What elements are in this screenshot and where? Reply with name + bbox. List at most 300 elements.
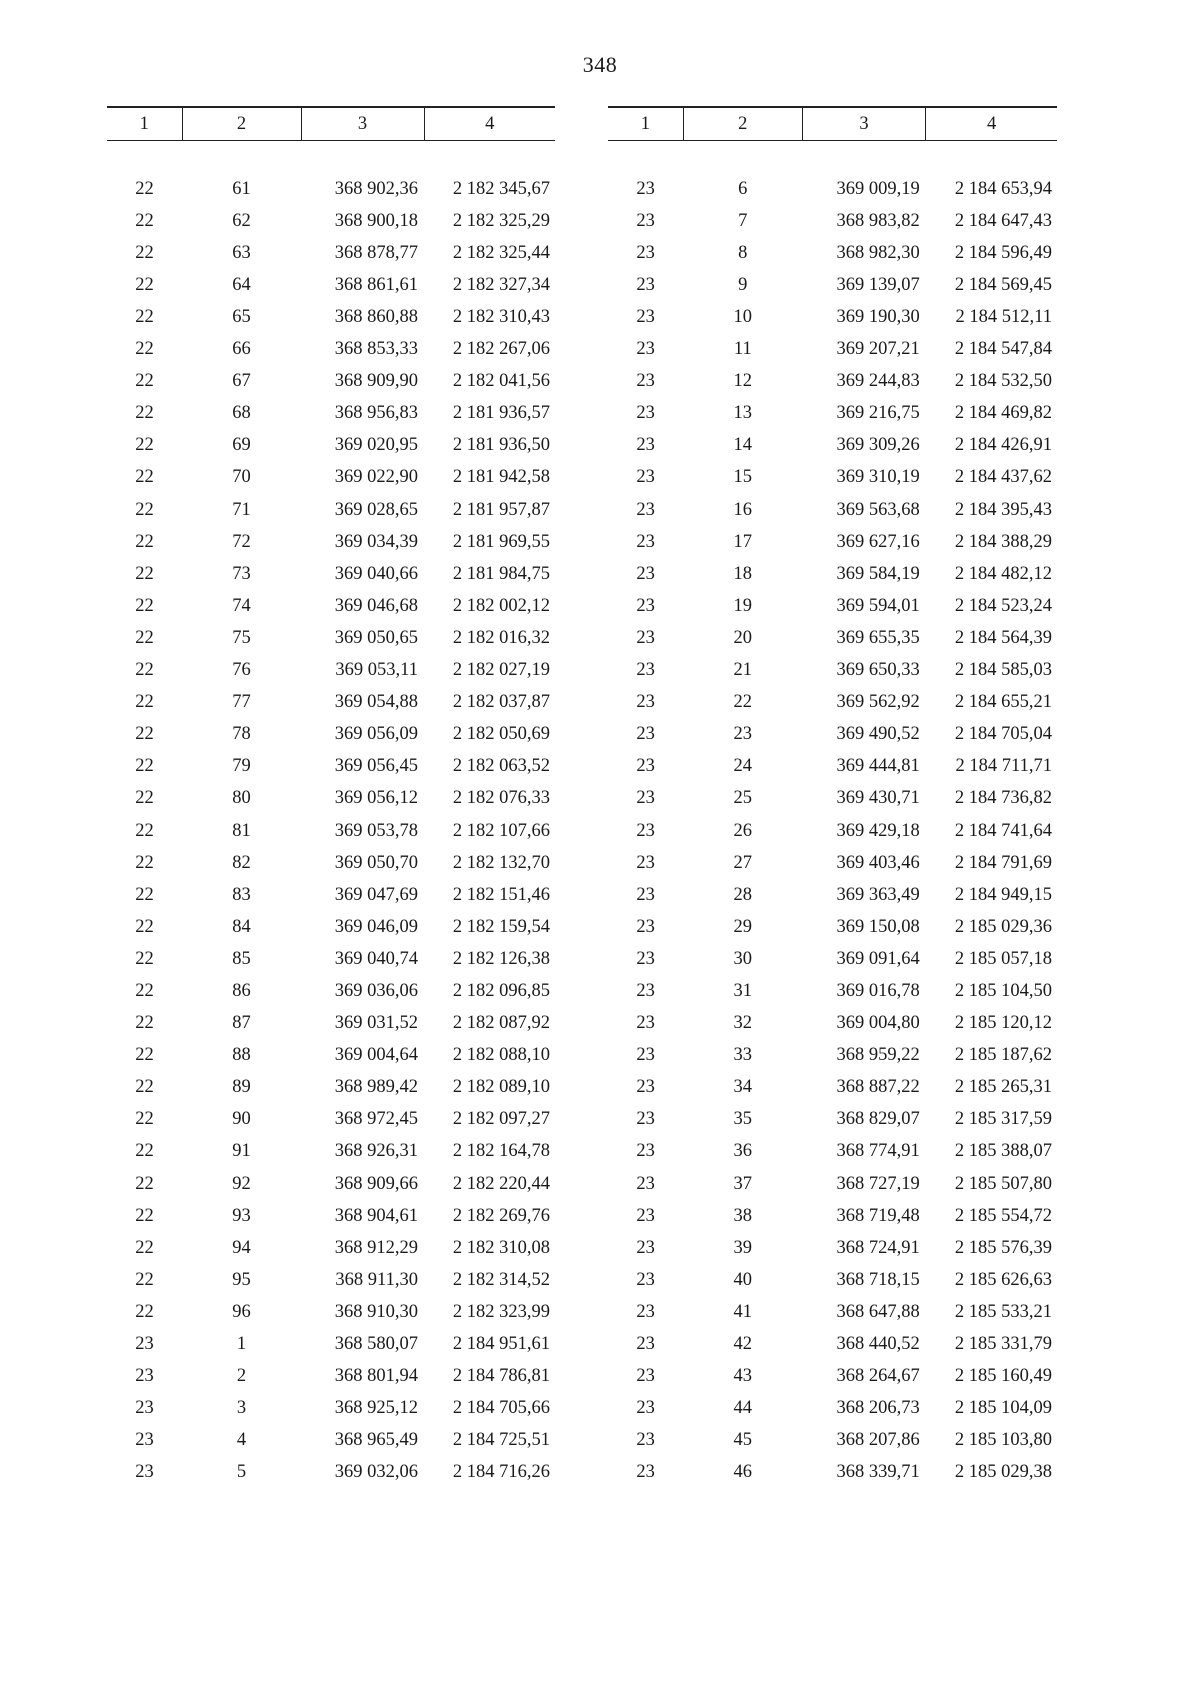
y-coordinate-cell: 2 184 426,91	[954, 435, 1052, 456]
table-row	[107, 237, 555, 269]
x-coordinate-cell: 368 647,88	[836, 1301, 920, 1322]
point-number-cell: 77	[232, 692, 251, 713]
y-coordinate-cell: 2 185 265,31	[954, 1077, 1052, 1098]
x-coordinate-cell: 368 580,07	[334, 1334, 418, 1355]
x-coordinate-cell: 369 034,39	[334, 531, 418, 552]
zone-number-cell: 22	[135, 210, 154, 231]
table-row	[608, 173, 1057, 205]
y-coordinate-cell: 2 184 469,82	[954, 403, 1052, 424]
zone-number-cell: 23	[636, 852, 655, 873]
point-number-cell: 42	[733, 1334, 753, 1355]
table-row	[107, 1264, 555, 1296]
zone-number-cell: 22	[135, 852, 154, 873]
table-row	[107, 1008, 555, 1040]
point-number-cell: 38	[733, 1205, 753, 1226]
zone-number-cell: 23	[636, 692, 655, 713]
y-coordinate-cell: 2 185 029,36	[954, 916, 1052, 937]
header-spacer-cell	[107, 141, 555, 174]
point-number-cell: 25	[733, 788, 753, 809]
zone-number-cell: 23	[636, 1109, 655, 1130]
y-coordinate-cell: 2 181 957,87	[452, 499, 550, 520]
table-row	[608, 1104, 1057, 1136]
zone-number-cell: 22	[135, 1077, 154, 1098]
y-coordinate-cell: 2 185 057,18	[954, 948, 1052, 969]
point-number-cell: 14	[733, 435, 753, 456]
zone-number-cell: 23	[636, 980, 655, 1001]
table-row	[608, 301, 1057, 333]
zone-number-cell: 23	[636, 531, 655, 552]
point-number-cell: 29	[733, 916, 753, 937]
x-coordinate-cell: 369 309,26	[836, 435, 920, 456]
zone-number-cell: 22	[135, 756, 154, 777]
table-row	[608, 1232, 1057, 1264]
table-row	[107, 205, 555, 237]
x-coordinate-cell: 368 911,30	[335, 1269, 418, 1290]
table-row	[608, 687, 1057, 719]
y-coordinate-cell: 2 184 705,66	[452, 1398, 550, 1419]
y-coordinate-cell: 2 182 327,34	[452, 274, 550, 295]
table-row	[107, 622, 555, 654]
x-coordinate-cell: 369 050,70	[334, 852, 418, 873]
y-coordinate-cell: 2 184 395,43	[954, 499, 1052, 520]
x-coordinate-cell: 369 139,07	[836, 274, 920, 295]
zone-number-cell: 22	[135, 1301, 154, 1322]
x-coordinate-cell: 369 584,19	[836, 563, 920, 584]
y-coordinate-cell: 2 182 002,12	[452, 595, 550, 616]
table-row	[608, 879, 1057, 911]
zone-number-cell: 22	[135, 178, 154, 199]
table-row	[608, 847, 1057, 879]
table-row	[608, 1168, 1057, 1200]
x-coordinate-cell: 369 016,78	[836, 980, 920, 1001]
x-coordinate-cell: 368 909,66	[334, 1173, 418, 1194]
table-row	[608, 398, 1057, 430]
zone-number-cell: 22	[135, 242, 154, 263]
point-number-cell: 16	[733, 499, 753, 520]
table-row	[107, 462, 555, 494]
zone-number-cell: 22	[135, 339, 154, 360]
header-col-1: 1	[608, 107, 683, 141]
table-body	[608, 141, 1057, 1489]
y-coordinate-cell: 2 184 437,62	[954, 467, 1052, 488]
y-coordinate-cell: 2 182 151,46	[452, 884, 550, 905]
zone-number-cell: 22	[135, 980, 154, 1001]
header-col-2: 2	[182, 107, 301, 141]
table-row	[107, 815, 555, 847]
point-number-cell: 86	[232, 980, 251, 1001]
y-coordinate-cell: 2 181 969,55	[452, 531, 550, 552]
x-coordinate-cell: 369 040,66	[334, 563, 418, 584]
y-coordinate-cell: 2 182 323,99	[452, 1301, 550, 1322]
point-number-cell: 95	[232, 1269, 251, 1290]
zone-number-cell: 22	[135, 1237, 154, 1258]
point-number-cell: 1	[236, 1334, 247, 1355]
zone-number-cell: 22	[135, 371, 154, 392]
table-row	[107, 1296, 555, 1328]
point-number-cell: 87	[232, 1013, 251, 1034]
point-number-cell: 15	[733, 467, 753, 488]
point-number-cell: 70	[232, 467, 251, 488]
y-coordinate-cell: 2 185 507,80	[954, 1173, 1052, 1194]
x-coordinate-cell: 369 563,68	[836, 499, 920, 520]
zone-number-cell: 23	[636, 627, 655, 648]
x-coordinate-cell: 368 926,31	[334, 1141, 418, 1162]
point-number-cell: 44	[733, 1398, 753, 1419]
header-spacer	[608, 141, 1057, 174]
zone-number-cell: 22	[135, 660, 154, 681]
x-coordinate-cell: 368 887,22	[836, 1077, 920, 1098]
x-coordinate-cell: 368 902,36	[334, 178, 418, 199]
y-coordinate-cell: 2 182 310,43	[452, 307, 550, 328]
table-row	[608, 494, 1057, 526]
x-coordinate-cell: 369 004,80	[836, 1013, 920, 1034]
point-number-cell: 75	[232, 627, 251, 648]
x-coordinate-cell: 368 774,91	[836, 1141, 920, 1162]
x-coordinate-cell: 369 430,71	[836, 788, 920, 809]
x-coordinate-cell: 369 056,09	[334, 724, 418, 745]
y-coordinate-cell: 2 182 164,78	[452, 1141, 550, 1162]
zone-number-cell: 23	[135, 1430, 154, 1451]
table-row	[107, 751, 555, 783]
table-row	[608, 366, 1057, 398]
table-row	[107, 1232, 555, 1264]
zone-number-cell: 23	[636, 178, 655, 199]
y-coordinate-cell: 2 184 512,11	[955, 307, 1052, 328]
table-row	[608, 590, 1057, 622]
x-coordinate-cell: 368 982,30	[836, 242, 920, 263]
zone-number-cell: 22	[135, 595, 154, 616]
y-coordinate-cell: 2 185 187,62	[954, 1045, 1052, 1066]
table-row	[107, 655, 555, 687]
y-coordinate-cell: 2 185 317,59	[954, 1109, 1052, 1130]
y-coordinate-cell: 2 182 132,70	[452, 852, 550, 873]
zone-number-cell: 23	[636, 1141, 655, 1162]
table-row	[107, 173, 555, 205]
point-number-cell: 24	[733, 756, 753, 777]
x-coordinate-cell: 368 801,94	[334, 1366, 418, 1387]
y-coordinate-cell: 2 185 120,12	[954, 1013, 1052, 1034]
header-spacer	[107, 141, 555, 174]
zone-number-cell: 23	[636, 916, 655, 937]
y-coordinate-cell: 2 184 655,21	[954, 692, 1052, 713]
x-coordinate-cell: 369 150,08	[836, 916, 920, 937]
table-row	[107, 334, 555, 366]
table-row	[608, 751, 1057, 783]
point-number-cell: 90	[232, 1109, 251, 1130]
x-coordinate-cell: 369 040,74	[334, 948, 418, 969]
y-coordinate-cell: 2 182 126,38	[452, 948, 550, 969]
y-coordinate-cell: 2 182 089,10	[452, 1077, 550, 1098]
zone-number-cell: 22	[135, 531, 154, 552]
y-coordinate-cell: 2 185 160,49	[954, 1366, 1052, 1387]
table-body	[107, 141, 555, 1489]
zone-number-cell: 23	[636, 307, 655, 328]
y-coordinate-cell: 2 184 951,61	[452, 1334, 550, 1355]
x-coordinate-cell: 368 909,90	[334, 371, 418, 392]
y-coordinate-cell: 2 185 554,72	[954, 1205, 1052, 1226]
zone-number-cell: 22	[135, 1173, 154, 1194]
y-coordinate-cell: 2 182 088,10	[452, 1045, 550, 1066]
point-number-cell: 85	[232, 948, 251, 969]
zone-number-cell: 23	[636, 595, 655, 616]
page-number: 348	[582, 52, 618, 77]
x-coordinate-cell: 368 965,49	[334, 1430, 418, 1451]
y-coordinate-cell: 2 184 482,12	[954, 563, 1052, 584]
x-coordinate-cell: 368 900,18	[334, 210, 418, 231]
point-number-cell: 9	[738, 274, 748, 295]
y-coordinate-cell: 2 184 532,50	[954, 371, 1052, 392]
table-row	[107, 301, 555, 333]
y-coordinate-cell: 2 185 626,63	[954, 1269, 1052, 1290]
y-coordinate-cell: 2 184 725,51	[452, 1430, 550, 1451]
table-row	[107, 783, 555, 815]
point-number-cell: 19	[733, 595, 753, 616]
y-coordinate-cell: 2 184 786,81	[452, 1366, 550, 1387]
x-coordinate-cell: 369 310,19	[836, 467, 920, 488]
table-row	[608, 1361, 1057, 1393]
point-number-cell: 78	[232, 724, 251, 745]
header-col-4: 4	[926, 107, 1057, 141]
table-row	[608, 334, 1057, 366]
point-number-cell: 66	[232, 339, 251, 360]
x-coordinate-cell: 368 989,42	[334, 1077, 418, 1098]
point-number-cell: 18	[733, 563, 753, 584]
x-coordinate-cell: 368 904,61	[334, 1205, 418, 1226]
point-number-cell: 35	[733, 1109, 753, 1130]
point-number-cell: 96	[232, 1301, 251, 1322]
point-number-cell: 37	[733, 1173, 753, 1194]
x-coordinate-cell: 369 562,92	[836, 692, 920, 713]
y-coordinate-cell: 2 181 936,50	[452, 435, 550, 456]
table-row	[608, 783, 1057, 815]
point-number-cell: 92	[232, 1173, 251, 1194]
point-number-cell: 32	[733, 1013, 753, 1034]
zone-number-cell: 22	[135, 1045, 154, 1066]
y-coordinate-cell: 2 182 325,29	[452, 210, 550, 231]
y-coordinate-cell: 2 184 716,26	[452, 1462, 550, 1483]
point-number-cell: 68	[232, 403, 251, 424]
x-coordinate-cell: 368 207,86	[836, 1430, 920, 1451]
point-number-cell: 39	[733, 1237, 753, 1258]
x-coordinate-cell: 369 022,90	[334, 467, 418, 488]
point-number-cell: 74	[232, 595, 251, 616]
table-row	[608, 1393, 1057, 1425]
x-coordinate-cell: 368 860,88	[334, 307, 418, 328]
zone-number-cell: 23	[636, 1366, 655, 1387]
y-coordinate-cell: 2 185 576,39	[954, 1237, 1052, 1258]
table-row	[608, 1457, 1057, 1489]
zone-number-cell: 23	[636, 1237, 655, 1258]
zone-number-cell: 23	[636, 1334, 655, 1355]
table-row	[107, 847, 555, 879]
x-coordinate-cell: 368 829,07	[836, 1109, 920, 1130]
point-number-cell: 82	[232, 852, 251, 873]
x-coordinate-cell: 369 490,52	[836, 724, 920, 745]
table-row	[608, 526, 1057, 558]
zone-number-cell: 23	[636, 724, 655, 745]
point-number-cell: 2	[236, 1366, 247, 1387]
zone-number-cell: 23	[135, 1398, 154, 1419]
point-number-cell: 10	[733, 307, 753, 328]
zone-number-cell: 23	[636, 1269, 655, 1290]
y-coordinate-cell: 2 182 310,08	[452, 1237, 550, 1258]
table-header	[608, 107, 1057, 141]
zone-number-cell: 22	[135, 916, 154, 937]
point-number-cell: 61	[232, 178, 251, 199]
point-number-cell: 79	[232, 756, 251, 777]
point-number-cell: 83	[232, 884, 251, 905]
point-number-cell: 22	[733, 692, 753, 713]
table-row	[608, 269, 1057, 301]
y-coordinate-cell: 2 185 104,50	[954, 980, 1052, 1001]
x-coordinate-cell: 368 440,52	[836, 1334, 920, 1355]
table-row	[107, 430, 555, 462]
table-row	[608, 1136, 1057, 1168]
point-number-cell: 36	[733, 1141, 753, 1162]
y-coordinate-cell: 2 182 063,52	[452, 756, 550, 777]
x-coordinate-cell: 369 056,12	[334, 788, 418, 809]
zone-number-cell: 23	[636, 948, 655, 969]
zone-number-cell: 23	[636, 1462, 655, 1483]
zone-number-cell: 23	[135, 1366, 154, 1387]
point-number-cell: 7	[738, 210, 748, 231]
table-row	[608, 205, 1057, 237]
x-coordinate-cell: 369 009,19	[836, 178, 920, 199]
table-row	[107, 1425, 555, 1457]
table-row	[107, 558, 555, 590]
table-row	[107, 1328, 555, 1360]
x-coordinate-cell: 369 036,06	[334, 980, 418, 1001]
x-coordinate-cell: 368 853,33	[334, 339, 418, 360]
y-coordinate-cell: 2 184 388,29	[954, 531, 1052, 552]
zone-number-cell: 23	[636, 756, 655, 777]
y-coordinate-cell: 2 184 596,49	[954, 242, 1052, 263]
table-row	[608, 1040, 1057, 1072]
x-coordinate-cell: 369 363,49	[836, 884, 920, 905]
y-coordinate-cell: 2 182 041,56	[452, 371, 550, 392]
x-coordinate-cell: 368 264,67	[836, 1366, 920, 1387]
y-coordinate-cell: 2 182 314,52	[452, 1269, 550, 1290]
table-row	[608, 558, 1057, 590]
point-number-cell: 69	[232, 435, 251, 456]
y-coordinate-cell: 2 181 984,75	[452, 563, 550, 584]
point-number-cell: 27	[733, 852, 753, 873]
table-row	[608, 1072, 1057, 1104]
x-coordinate-cell: 368 339,71	[836, 1462, 920, 1483]
table-row	[107, 943, 555, 975]
zone-number-cell: 23	[636, 563, 655, 584]
y-coordinate-cell: 2 182 016,32	[452, 627, 550, 648]
x-coordinate-cell: 369 053,78	[334, 820, 418, 841]
point-number-cell: 11	[733, 339, 752, 360]
zone-number-cell: 23	[636, 820, 655, 841]
table-row	[608, 1425, 1057, 1457]
table-row	[608, 1296, 1057, 1328]
table-row	[107, 1457, 555, 1489]
zone-number-cell: 22	[135, 627, 154, 648]
point-number-cell: 89	[232, 1077, 251, 1098]
point-number-cell: 12	[733, 371, 753, 392]
y-coordinate-cell: 2 182 159,54	[452, 916, 550, 937]
point-number-cell: 62	[232, 210, 251, 231]
x-coordinate-cell: 368 718,15	[836, 1269, 920, 1290]
point-number-cell: 84	[232, 916, 251, 937]
zone-number-cell: 23	[636, 1398, 655, 1419]
x-coordinate-cell: 368 925,12	[334, 1398, 418, 1419]
coordinates-table-left	[107, 106, 555, 1489]
x-coordinate-cell: 369 429,18	[836, 820, 920, 841]
y-coordinate-cell: 2 181 942,58	[452, 467, 550, 488]
x-coordinate-cell: 368 983,82	[836, 210, 920, 231]
x-coordinate-cell: 369 046,09	[334, 916, 418, 937]
x-coordinate-cell: 369 091,64	[836, 948, 920, 969]
x-coordinate-cell: 369 190,30	[836, 307, 920, 328]
y-coordinate-cell: 2 184 653,94	[954, 178, 1052, 199]
table-row	[608, 237, 1057, 269]
table-row	[608, 911, 1057, 943]
point-number-cell: 5	[236, 1462, 247, 1483]
x-coordinate-cell: 369 207,21	[836, 339, 920, 360]
zone-number-cell: 23	[636, 242, 655, 263]
table-row	[107, 590, 555, 622]
point-number-cell: 31	[733, 980, 753, 1001]
point-number-cell: 30	[733, 948, 753, 969]
point-number-cell: 63	[232, 242, 251, 263]
y-coordinate-cell: 2 184 736,82	[954, 788, 1052, 809]
table-row	[608, 1200, 1057, 1232]
y-coordinate-cell: 2 182 220,44	[452, 1173, 550, 1194]
zone-number-cell: 23	[636, 1013, 655, 1034]
y-coordinate-cell: 2 182 345,67	[452, 178, 550, 199]
point-number-cell: 65	[232, 307, 251, 328]
point-number-cell: 71	[232, 499, 251, 520]
zone-number-cell: 23	[636, 884, 655, 905]
x-coordinate-cell: 368 727,19	[836, 1173, 920, 1194]
point-number-cell: 4	[236, 1430, 247, 1451]
x-coordinate-cell: 368 206,73	[836, 1398, 920, 1419]
y-coordinate-cell: 2 185 103,80	[954, 1430, 1052, 1451]
zone-number-cell: 22	[135, 435, 154, 456]
x-coordinate-cell: 369 056,45	[334, 756, 418, 777]
y-coordinate-cell: 2 184 564,39	[954, 627, 1052, 648]
y-coordinate-cell: 2 182 096,85	[452, 980, 550, 1001]
x-coordinate-cell: 369 650,33	[836, 660, 920, 681]
zone-number-cell: 22	[135, 1205, 154, 1226]
table-row	[608, 1328, 1057, 1360]
zone-number-cell: 22	[135, 1269, 154, 1290]
table-row	[608, 1008, 1057, 1040]
table-header	[107, 107, 555, 141]
point-number-cell: 67	[232, 371, 251, 392]
table-row	[107, 366, 555, 398]
x-coordinate-cell: 369 403,46	[836, 852, 920, 873]
table-row	[608, 815, 1057, 847]
point-number-cell: 45	[733, 1430, 753, 1451]
y-coordinate-cell: 2 182 269,76	[452, 1205, 550, 1226]
table-row	[608, 622, 1057, 654]
zone-number-cell: 23	[636, 1301, 655, 1322]
table-row	[107, 879, 555, 911]
zone-number-cell: 23	[636, 1205, 655, 1226]
zone-number-cell: 23	[636, 660, 655, 681]
x-coordinate-cell: 369 032,06	[334, 1462, 418, 1483]
table-row	[107, 1361, 555, 1393]
point-number-cell: 73	[232, 563, 251, 584]
point-number-cell: 3	[236, 1398, 247, 1419]
header-col-3: 3	[802, 107, 925, 141]
y-coordinate-cell: 2 185 104,09	[954, 1398, 1052, 1419]
zone-number-cell: 22	[135, 563, 154, 584]
